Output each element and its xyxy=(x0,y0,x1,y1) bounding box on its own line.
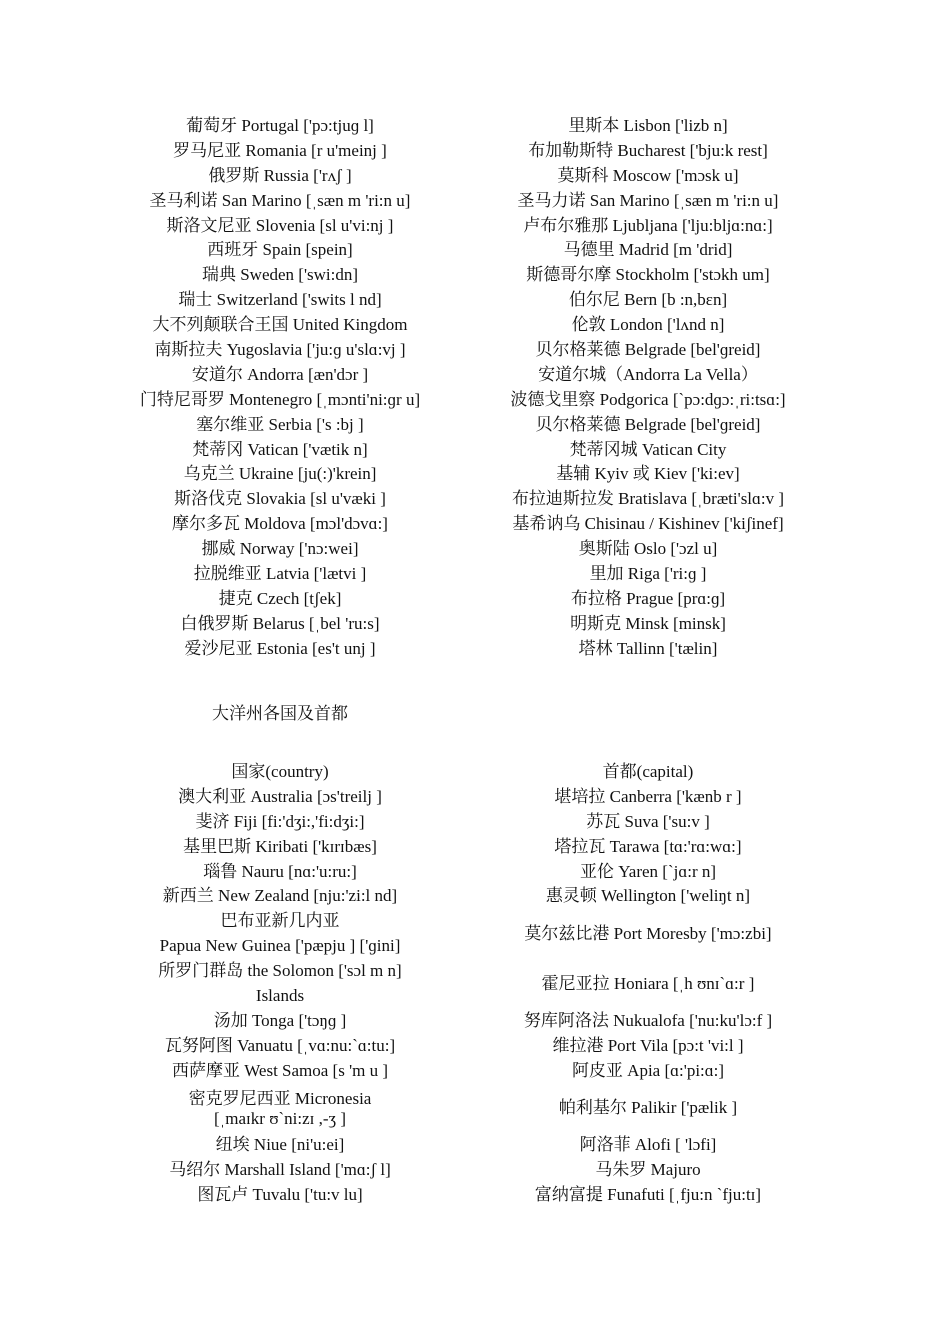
country-entry: 白俄罗斯 Belarus [ˌbel 'ru:s] xyxy=(180,613,380,633)
country-entry: 梵蒂冈 Vatican ['vætik n] xyxy=(192,439,368,459)
capital-entry: 霍尼亚拉 Honiara [ˌh ʊnɪ`ɑ:r ] xyxy=(541,973,755,993)
country-entry: 汤加 Tonga ['tɔŋɡ ] xyxy=(213,1010,347,1030)
capital-entry: 维拉港 Port Vila [pɔ:t 'vi:l ] xyxy=(552,1035,744,1055)
capital-header: 首都(capital) xyxy=(602,762,694,781)
capital-entry: 苏瓦 Suva ['su:v ] xyxy=(586,811,710,831)
country-entry: 罗马尼亚 Romania [r u'meinj ] xyxy=(173,140,387,160)
capital-entry: 阿洛菲 Alofi [ 'lɔfi] xyxy=(579,1135,717,1155)
country-entry xyxy=(110,909,450,959)
country-entry: 瑙鲁 Nauru [nɑ:'u:ru:] xyxy=(203,861,357,881)
country-entry: 斯洛伐克 Slovakia [sl u'væki ] xyxy=(174,489,386,509)
capital-entry: 帕利基尔 Palikir ['pælik ] xyxy=(558,1098,738,1118)
country-entry: 爱沙尼亚 Estonia [es't unj ] xyxy=(184,638,376,658)
oceania-capital-column xyxy=(478,760,818,1208)
capital-entry: 明斯克 Minsk [minsk] xyxy=(570,613,726,633)
country-entry: 葡萄牙 Portugal ['pɔ:tjuɡ l] xyxy=(186,116,374,135)
capital-entry: 布拉迪斯拉发 Bratislava [ˌbræti'slɑ:v ] xyxy=(511,489,785,509)
country-entry-line: 所罗门群岛 the Solomon ['sɔl m n] xyxy=(158,961,402,981)
capital-entry: 惠灵顿 Wellington ['weliŋt n] xyxy=(545,886,751,906)
capital-entry: 塔林 Tallinn ['tælin] xyxy=(578,638,718,658)
country-entry: 马绍尔 Marshall Island ['mɑ:ʃ l] xyxy=(169,1160,391,1180)
capital-entry: 富纳富提 Funafuti [ˌfju:n `fju:tɪ] xyxy=(534,1185,762,1205)
europe-capital-column xyxy=(478,114,818,662)
capital-entry: 贝尔格莱德 Belgrade [bel'ɡreid] xyxy=(535,340,761,360)
oceania-heading: 大洋州各国及首都 xyxy=(212,704,348,723)
country-entry: 西班牙 Spain [spein] xyxy=(207,240,353,260)
capital-entry: 基希讷乌 Chisinau / Kishinev ['kiʃinef] xyxy=(512,514,784,534)
country-entry: 挪威 Norway ['nɔ:wei] xyxy=(201,539,359,559)
country-entry: 塞尔维亚 Serbia ['s :bj ] xyxy=(196,414,364,434)
country-header: 国家(country) xyxy=(231,762,329,781)
country-entry: 西萨摩亚 West Samoa [s 'm u ] xyxy=(171,1060,389,1080)
capital-entry: 亚伦 Yaren [`jɑ:r n] xyxy=(579,861,717,881)
europe-country-column xyxy=(110,114,450,662)
capital-entry: 圣马力诺 San Marino [ˌsæn m 'ri:n u] xyxy=(517,190,779,210)
country-entry: 圣马利诺 San Marino [ˌsæn m 'ri:n u] xyxy=(149,190,411,210)
capital-entry: 塔拉瓦 Tarawa [tɑ:'rɑ:wɑ:] xyxy=(554,836,742,856)
capital-entry: 布加勒斯特 Bucharest ['bju:k rest] xyxy=(528,140,768,160)
country-entry: 俄罗斯 Russia ['rʌʃ ] xyxy=(208,165,352,185)
country-entry-line: 巴布亚新几内亚 xyxy=(220,911,340,931)
country-entry: 拉脱维亚 Latvia ['lætvi ] xyxy=(193,564,367,584)
capital-entry: 马德里 Madrid [m 'drid] xyxy=(563,240,733,260)
capital-entry: 莫尔兹比港 Port Moresby ['mɔ:zbi] xyxy=(524,923,772,943)
capital-entry: 卢布尔雅那 Ljubljana ['lju:bljɑ:nɑ:] xyxy=(523,215,773,235)
country-entry xyxy=(110,1084,450,1134)
country-entry-line: Islands xyxy=(255,986,305,1006)
country-entry: 门特尼哥罗 Montenegro [ˌmɔnti'ni:ɡr u] xyxy=(139,389,421,409)
capital-entry: 基辅 Kyiv 或 Kiev ['ki:ev] xyxy=(556,464,740,484)
capital-entry: 马朱罗 Majuro xyxy=(595,1160,701,1180)
oceania-country-column xyxy=(110,760,450,1208)
capital-entry: 斯德哥尔摩 Stockholm ['stɔkh um] xyxy=(526,265,770,285)
country-entry xyxy=(110,959,450,1009)
capital-entry: 布拉格 Prague [prɑ:ɡ] xyxy=(570,588,726,608)
country-entry: 捷克 Czech [tʃek] xyxy=(218,588,342,608)
capital-entry: 阿皮亚 Apia [ɑ:'pi:ɑ:] xyxy=(571,1060,725,1080)
country-entry: 斯洛文尼亚 Slovenia [sl u'vi:nj ] xyxy=(166,215,394,235)
capital-entry: 伯尔尼 Bern [b :n,bɛn] xyxy=(568,290,728,310)
country-entry-line: [ˌmaɪkr ʊ`ni:zɪ ,-ʒ ] xyxy=(213,1108,347,1128)
capital-entry: 堪培拉 Canberra ['kænb r ] xyxy=(554,786,742,806)
capital-entry: 波德戈里察 Podgorica [`pɔ:dɡɔ:ˌri:tsɑ:] xyxy=(510,389,786,409)
capital-entry: 努库阿洛法 Nukualofa ['nu:ku'lɔ:f ] xyxy=(523,1010,773,1030)
country-entry: 南斯拉夫 Yugoslavia ['ju:ɡ u'slɑ:vj ] xyxy=(154,340,406,360)
country-entry: 瑞典 Sweden ['swi:dn] xyxy=(201,265,359,285)
country-entry: 斐济 Fiji [fi:'dʒi:,'fi:dʒi:] xyxy=(195,811,365,831)
capital-entry: 梵蒂冈城 Vatican City xyxy=(569,439,727,459)
country-entry: 基里巴斯 Kiribati ['kɪrɪbæs] xyxy=(183,836,377,856)
capital-entry: 里加 Riga ['ri:ɡ ] xyxy=(589,564,707,584)
capital-entry: 奥斯陆 Oslo ['ɔzl u] xyxy=(578,539,718,559)
country-entry: 瓦努阿图 Vanuatu [ˌvɑ:nu:`ɑ:tu:] xyxy=(164,1035,396,1055)
country-entry-line: Papua New Guinea ['pæpju ] ['ɡini] xyxy=(159,936,401,956)
country-entry: 图瓦卢 Tuvalu ['tu:v lu] xyxy=(197,1185,363,1205)
capital-entry: 里斯本 Lisbon ['lizb n] xyxy=(568,116,728,135)
capital-entry: 莫斯科 Moscow ['mɔsk u] xyxy=(557,165,739,185)
country-entry: 瑞士 Switzerland ['swits l nd] xyxy=(178,290,382,310)
country-entry: 新西兰 New Zealand [nju:'zi:l nd] xyxy=(162,886,398,906)
capital-entry: 伦敦 London ['lʌnd n] xyxy=(571,315,725,335)
country-entry: 澳大利亚 Australia [ɔs'treilj ] xyxy=(178,786,382,806)
country-entry: 安道尔 Andorra [æn'dɔr ] xyxy=(191,364,369,384)
capital-entry: 安道尔城（Andorra La Vella） xyxy=(538,364,758,384)
country-entry: 乌克兰 Ukraine [ju(:)'krein] xyxy=(183,464,377,484)
country-entry-line: 密克罗尼西亚 Micronesia xyxy=(188,1088,372,1108)
country-entry: 纽埃 Niue [ni'u:ei] xyxy=(215,1135,345,1155)
capital-entry: 贝尔格莱德 Belgrade [bel'ɡreid] xyxy=(535,414,761,434)
country-entry: 摩尔多瓦 Moldova [mɔl'dɔvɑ:] xyxy=(172,514,388,534)
country-entry: 大不列颠联合王国 United Kingdom xyxy=(152,315,408,335)
